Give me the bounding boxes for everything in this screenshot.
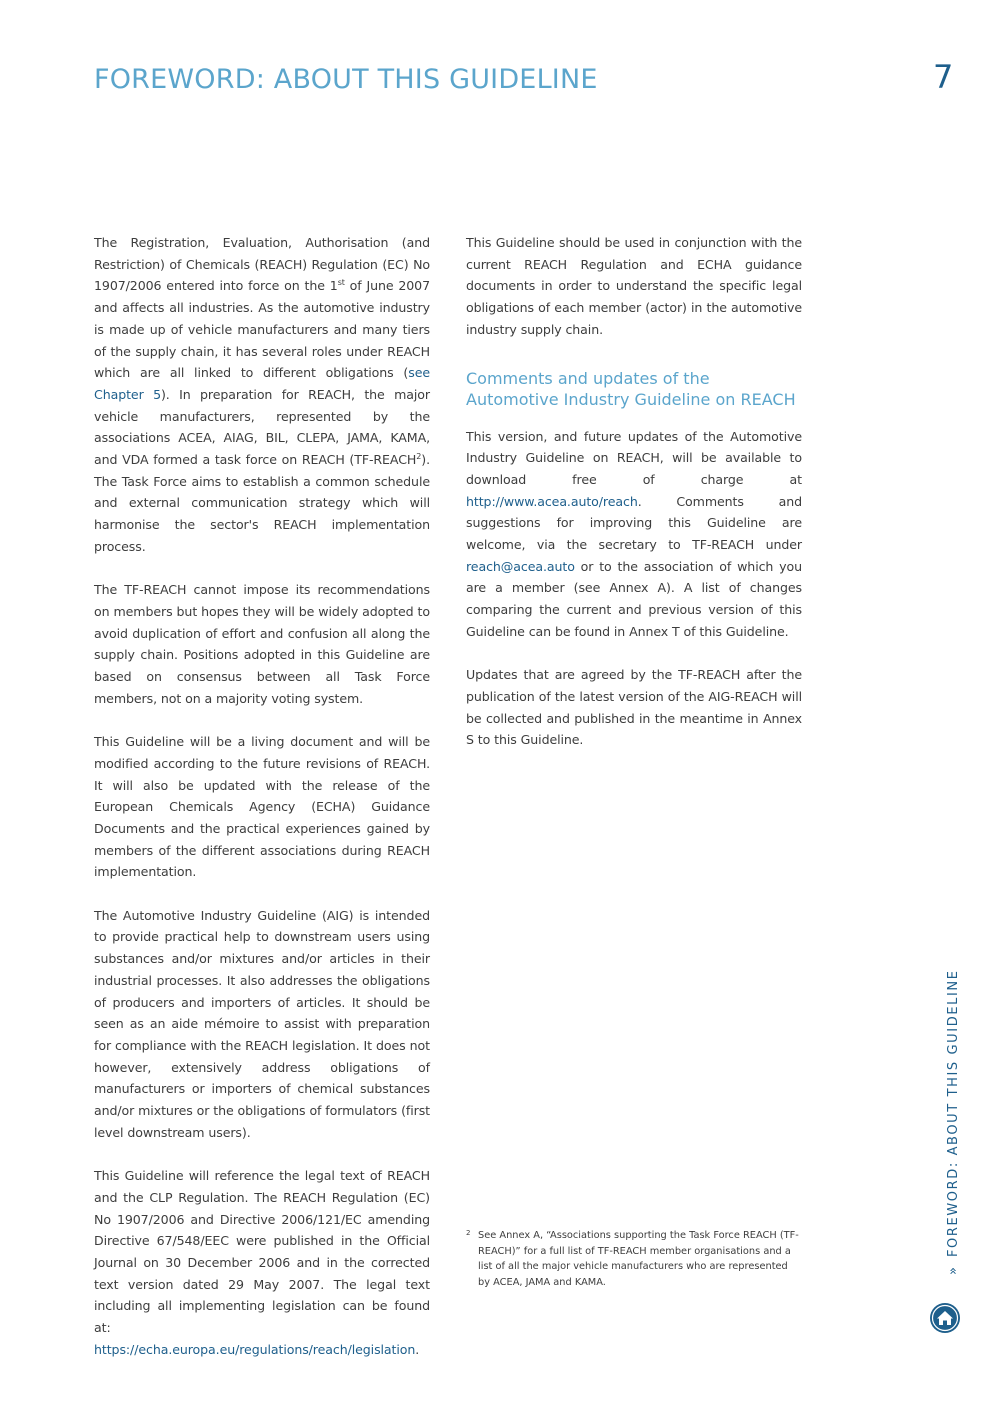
page-title: FOREWORD: ABOUT THIS GUIDELINE [94, 64, 598, 95]
paragraph-aig-purpose: The Automotive Industry Guideline (AIG) is intended to provide practical help to downstream users using substances and/or mixtures and/or articles in their industrial processes. It also addresses the obligations of producers and importers of articles. It should be seen as an aide mémoire to assist with preparation for compliance with the REACH legislation. It does not however, extensively address obligations of manufacturers or importers of chemical substances and/or mixtures or the obligations of formulators (first level downstream users). [94, 907, 430, 1140]
paragraph-legal-text: This Guideline will reference the legal text of REACH and the CLP Regulation. The REACH Regulation (EC) No 1907/2006 and Directive 2006/121/EC amending Directive 67/548/EEC were published in the Official Journal on 30 December 2006 and in the corrected text version dated 29 May 2007. The legal text including all implementing legislation can be found at: https://echa.europa.eu/regulations/reach/legislation. [94, 1168, 430, 1357]
double-chevron-icon: » [946, 1269, 961, 1275]
footnote [466, 1228, 802, 1290]
section-heading-comments: Comments and updates of the Automotive Industry Guideline on REACH [466, 368, 796, 409]
paragraph-tf-reach: The TF-REACH cannot impose its recommendations on members but hopes they will be widely adopted to avoid duplication of effort and confusion all along the supply chain. Positions adopted in this Guideline are based on consensus between all Task Force members, not on a majority voting system. [94, 582, 430, 706]
echa-legislation-link[interactable]: https://echa.europa.eu/regulations/reach/legislation [94, 1341, 416, 1357]
paragraph-updates-availability: This version, and future updates of the Automotive Industry Guideline on REACH, will be available to download free of charge at http://www.acea.auto/reach. Comments and suggestions for improving this Guideline are welcome, via the secretary to TF-REACH under reach@acea.auto or to the association of which you are a member (see Annex A). A list of changes comparing the current and previous version of this Guideline can be found in Annex T of this Guideline. [466, 428, 802, 639]
paragraph-living-document: This Guideline will be a living document and will be modified according to the future revisions of REACH. It will also be updated with the release of the European Chemicals Agency (ECHA) Guidance Documents and the practical experiences gained by members of the different associations during REACH implementation. [94, 734, 430, 880]
home-icon[interactable] [929, 1302, 961, 1334]
paragraph-reach-intro: The Registration, Evaluation, Authorisation (and Restriction) of Chemicals (REACH) Regulation (EC) No 1907/2006 entered into force on the 1st of June 2007 and affects all industries. As the automotive industry is made up of vehicle manufacturers and many tiers of the supply chain, it has several roles under REACH which are all linked to different obligations (see Chapter 5). In preparation for REACH, the major vehicle manufacturers, represented by the associations ACEA, AIAG, BIL, CLEPA, JAMA, KAMA, and VDA formed a task force on REACH (TF-REACH$^2$). The Task Force aims to establish a common schedule and external communication strategy which will harmonise the sector's REACH implementation process. [94, 235, 430, 554]
footnote-ref[interactable]: 2 [416, 451, 422, 461]
left-column [94, 232, 430, 1382]
right-column [466, 232, 802, 773]
paragraph-usage: This Guideline should be used in conjunction with the current REACH Regulation and ECHA guidance documents in order to understand the specific legal obligations of each member (actor) in the automotive industry supply chain. [466, 235, 802, 337]
side-nav-label: FOREWORD: ABOUT THIS GUIDELINE [946, 969, 961, 1258]
footnote-marker: 2 [466, 1229, 471, 1237]
footnote-text: See Annex A, “Associations supporting the Task Force REACH (TF-REACH)” for a full list of TF-REACH member organisations and a list of all the major vehicle manufacturers who are represented by ACEA, JAMA and KAMA. [478, 1230, 799, 1288]
paragraph-annex-s: Updates that are agreed by the TF-REACH after the publication of the latest version of the AIG-REACH will be collected and published in the meantime in Annex S to this Guideline. [466, 667, 802, 748]
page-number: 7 [933, 58, 954, 96]
side-nav-section-link[interactable] [946, 969, 961, 1275]
acea-reach-link[interactable]: http://www.acea.auto/reach [466, 493, 638, 509]
email-link[interactable]: reach@acea.auto [466, 558, 575, 574]
see-chapter-5-link[interactable]: see Chapter 5 [94, 365, 430, 402]
